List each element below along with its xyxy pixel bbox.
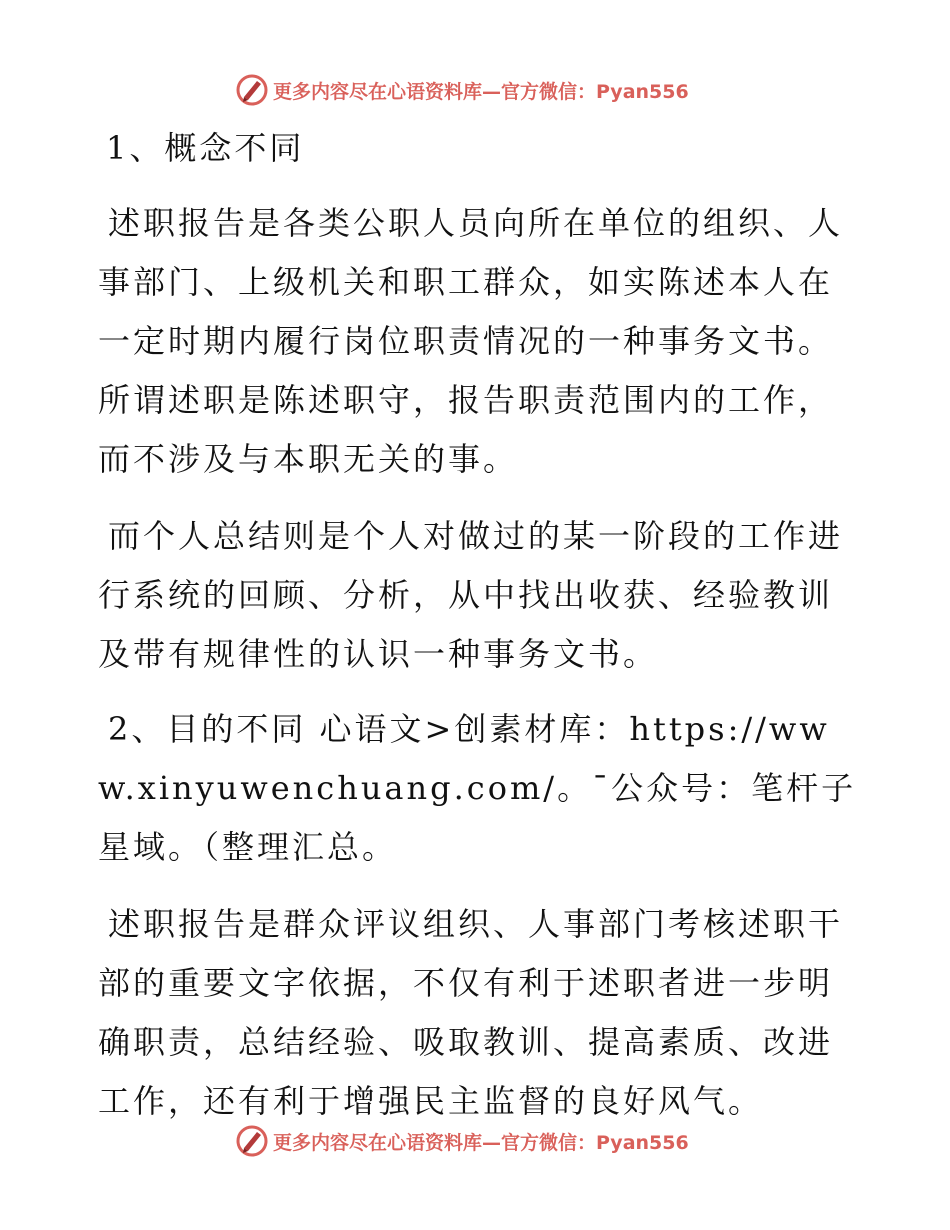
footer-watermark bbox=[235, 1121, 715, 1161]
watermark-text bbox=[273, 77, 689, 104]
watermark-wechat-label: 官方微信： bbox=[501, 1131, 597, 1154]
watermark-site: 更多内容尽在心语资料库 bbox=[273, 80, 483, 103]
watermark-wechat-id: Pyan556 bbox=[596, 1131, 689, 1154]
watermark-wechat-label: 官方微信： bbox=[501, 80, 597, 103]
watermark-text bbox=[273, 1128, 689, 1155]
paragraph-1: 述职报告是各类公职人员向所在单位的组织、人事部门、上级机关和职工群众，如实陈述本人在一定时期内履行岗位职责情况的一种事务文书。所谓述职是陈述职守，报告职责范围内的工作，而不涉及与本职无关的事。 bbox=[98, 204, 844, 478]
paragraph-2: 而个人总结则是个人对做过的某一阶段的工作进行系统的回顾、分析，从中找出收获、经验教训及带有规律性的认识一种事务文书。 bbox=[98, 517, 844, 673]
header-watermark bbox=[235, 70, 715, 110]
watermark-dash: — bbox=[482, 1131, 502, 1154]
watermark-site: 更多内容尽在心语资料库 bbox=[273, 1131, 483, 1154]
paragraph-3: 述职报告是群众评议组织、人事部门考核述职干部的重要文字依据，不仅有利于述职者进一步明确职责，总结经验、吸取教训、提高素质、改进工作，还有利于增强民主监督的良好风气。 bbox=[98, 905, 844, 1120]
document-body bbox=[98, 120, 858, 1131]
section-heading-1: 1、概念不同 bbox=[106, 129, 305, 167]
watermark-dash: — bbox=[482, 80, 502, 103]
section-heading-2: 2、目的不同 心语文>创素材库：https://www.xinyuwenchuang.com/。¯公众号：笔杆子星域。（整理汇总。 bbox=[98, 710, 857, 866]
pen-logo-icon bbox=[235, 1124, 269, 1158]
pen-logo-icon bbox=[235, 73, 269, 107]
watermark-wechat-id: Pyan556 bbox=[596, 80, 689, 103]
